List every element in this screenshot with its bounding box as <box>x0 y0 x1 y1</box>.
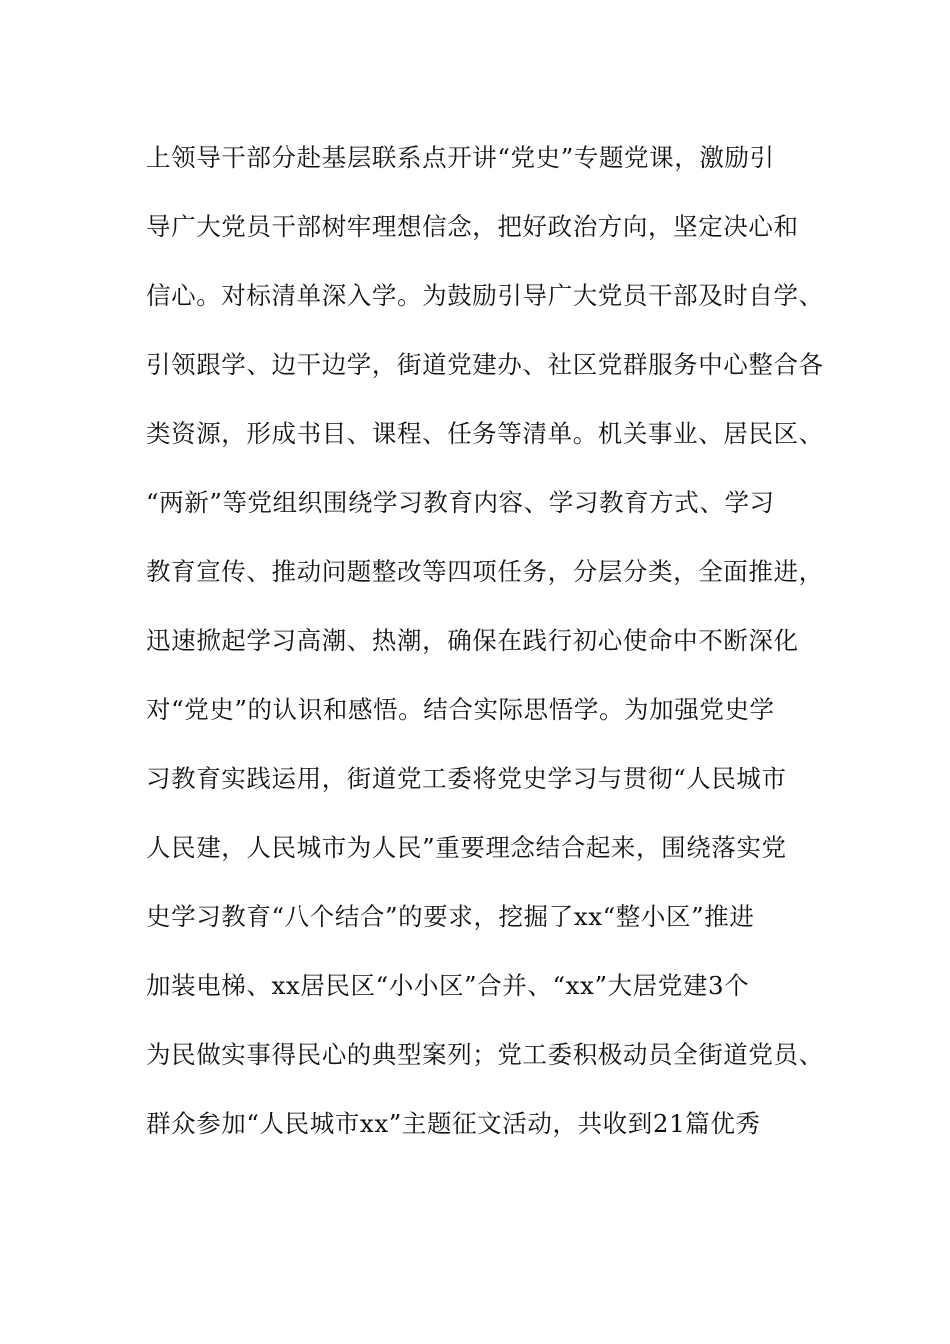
text-line: 上领导干部分赴基层联系点开讲“党史”专题党课，激励引 <box>146 143 775 172</box>
text-line: 导广大党员干部树牢理想信念，把好政治方向，坚定决心和 <box>146 212 799 241</box>
text-line: 加装电梯、xx居民区“小小区”合并、“xx”大居党建3个 <box>146 971 750 1000</box>
text-line: 史学习教育“八个结合”的要求，挖掘了xx“整小区”推进 <box>146 902 755 931</box>
text-line: 教育宣传、推动问题整改等四项任务，分层分类，全面推进， <box>146 557 824 586</box>
text-line: 引领跟学、边干边学，街道党建办、社区党群服务中心整合各 <box>146 350 824 379</box>
text-line: 迅速掀起学习高潮、热潮，确保在践行初心使命中不断深化 <box>146 626 799 655</box>
text-line: 习教育实践运用，街道党工委将党史学习与贯彻“人民城市 <box>146 764 787 793</box>
text-line: 对“党史”的认识和感悟。结合实际思悟学。为加强党史学 <box>146 695 775 724</box>
text-line: 为民做实事得民心的典型案列；党工委积极动员全街道党员、 <box>146 1040 824 1069</box>
text-line: 类资源，形成书目、课程、任务等清单。机关事业、居民区、 <box>146 419 824 448</box>
body-text <box>146 129 824 1164</box>
text-line: 人民建，人民城市为人民”重要理念结合起来，围绕落实党 <box>146 833 787 862</box>
text-line: “两新”等党组织围绕学习教育内容、学习教育方式、学习 <box>146 488 775 517</box>
text-line: 群众参加“人民城市xx”主题征文活动，共收到21篇优秀 <box>146 1109 761 1138</box>
text-line: 信心。对标清单深入学。为鼓励引导广大党员干部及时自学、 <box>146 281 824 310</box>
